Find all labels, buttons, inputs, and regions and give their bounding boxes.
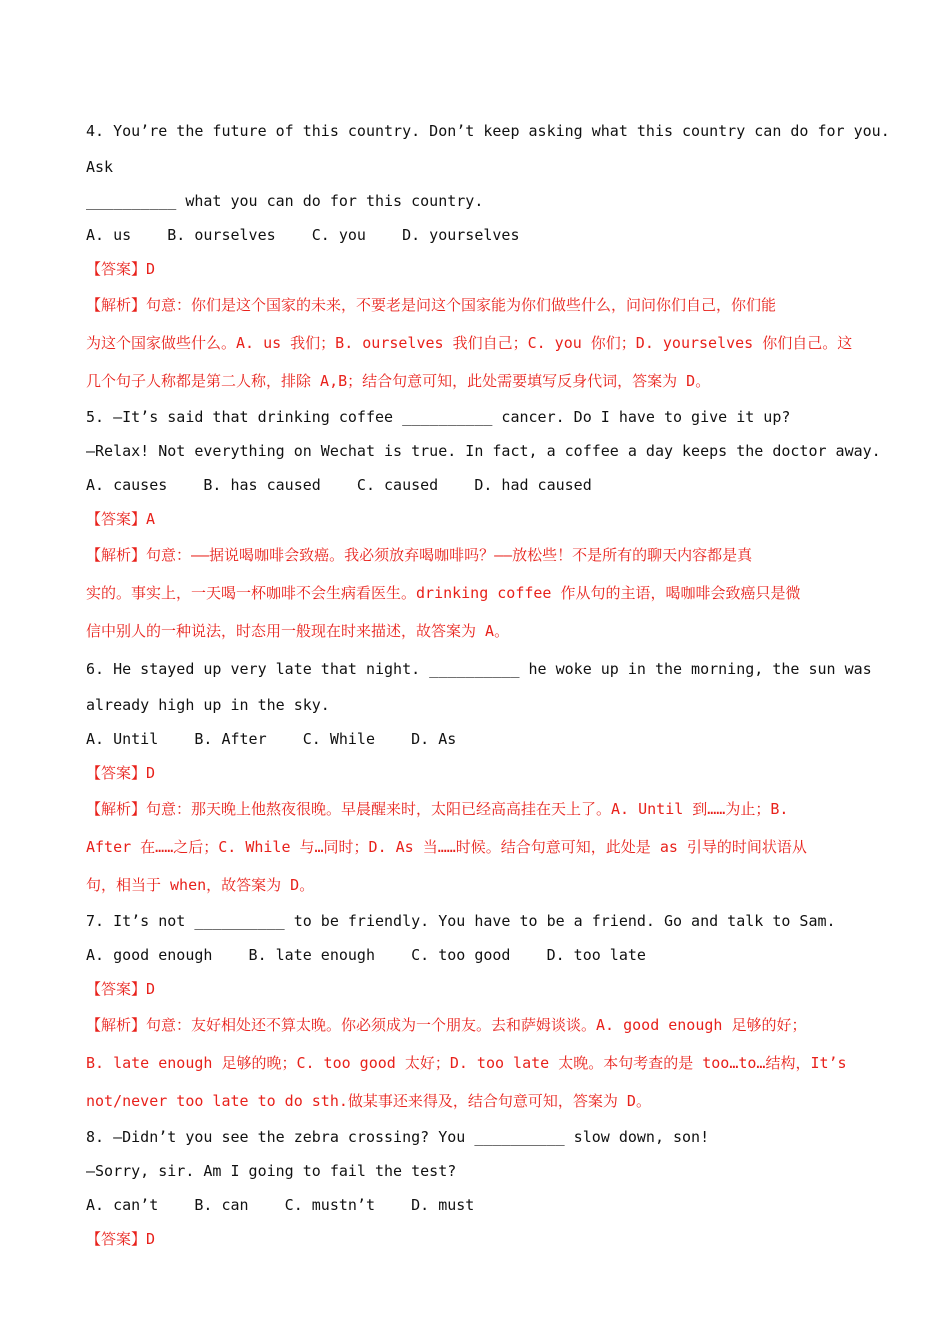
question-text-line: __________ what you can do for this country. xyxy=(86,192,484,210)
exam-page xyxy=(86,112,890,1256)
question-6 xyxy=(86,650,872,904)
answer-value: D xyxy=(146,260,156,278)
question-text-line: 4. You’re the future of this country. Don’t keep asking what this country can do for you. xyxy=(86,122,890,140)
analysis-line: 几个句子人称都是第二人称，排除 A,B；结合句意可知，此处需要填写反身代词，答案为 D。 xyxy=(86,372,711,390)
question-text-line: 8. —Didn’t you see the zebra crossing? You __________ slow down, son! xyxy=(86,1128,710,1146)
answer-line xyxy=(86,1222,866,1256)
question-text-line: 7. It’s not __________ to be friendly. You have to be a friend. Go and talk to Sam. xyxy=(86,912,836,930)
question-8 xyxy=(86,1120,866,1256)
analysis-line: not/never too late to do sth.做某事还来得及，结合句意可知，答案为 D。 xyxy=(86,1092,651,1110)
question-text-line: —Sorry, sir. Am I going to fail the test? xyxy=(86,1162,457,1180)
answer-value: D xyxy=(146,980,156,998)
answer-options: A. causes B. has caused C. caused D. had caused xyxy=(86,476,592,494)
analysis-line: 实的。事实上，一天喝一杯咖啡不会生病看医生。drinking coffee 作从句的主语，喝咖啡会致癌只是微 xyxy=(86,584,801,602)
question-5 xyxy=(86,400,881,650)
question-4 xyxy=(86,112,890,400)
answer-options: A. good enough B. late enough C. too good D. too late xyxy=(86,946,646,964)
answer-line xyxy=(86,756,866,790)
analysis-line: 【解析】句意：友好相处还不算太晚。你必须成为一个朋友。去和萨姆谈谈。A. good enough 足够的好； xyxy=(86,1016,807,1034)
answer-line xyxy=(86,252,866,286)
analysis-line: After 在……之后；C. While 与…同时；D. As 当……时候。结合句意可知，此处是 as 引导的时间状语从 xyxy=(86,838,807,856)
analysis-line: B. late enough 足够的晚；C. too good 太好；D. too late 太晚。本句考查的是 too…to…结构，It’s xyxy=(86,1054,847,1072)
answer-options: A. us B. ourselves C. you D. yourselves xyxy=(86,226,520,244)
analysis-line: 【解析】句意：那天晚上他熬夜很晚。早晨醒来时，太阳已经高高挂在天上了。A. Until 到……为止；B. xyxy=(86,800,789,818)
answer-label: 【答案】 xyxy=(86,980,147,998)
question-7 xyxy=(86,904,866,1120)
question-text-line: already high up in the sky. xyxy=(86,696,330,714)
answer-line xyxy=(86,972,866,1006)
analysis-line: 为这个国家做些什么。A. us 我们；B. ourselves 我们自己；C. you 你们；D. yourselves 你们自己。这 xyxy=(86,334,853,352)
answer-label: 【答案】 xyxy=(86,510,147,528)
answer-line xyxy=(86,502,866,536)
analysis-line: 信中别人的一种说法，时态用一般现在时来描述，故答案为 A。 xyxy=(86,622,510,640)
answer-value: A xyxy=(146,510,156,528)
answer-options: A. Until B. After C. While D. As xyxy=(86,730,457,748)
answer-options: A. can’t B. can C. mustn’t D. must xyxy=(86,1196,475,1214)
analysis-line: 【解析】句意：——据说喝咖啡会致癌。我必须放弃喝咖啡吗？——放松些！不是所有的聊天内容都是真 xyxy=(86,546,753,564)
question-text-line: 6. He stayed up very late that night. __________ he woke up in the morning, the sun was xyxy=(86,660,872,678)
analysis-line: 【解析】句意：你们是这个国家的未来，不要老是问这个国家能为你们做些什么，问问你们自己，你们能 xyxy=(86,296,777,314)
answer-label: 【答案】 xyxy=(86,764,147,782)
answer-value: D xyxy=(146,1230,156,1248)
question-text-line: —Relax! Not everything on Wechat is true. In fact, a coffee a day keeps the doctor away. xyxy=(86,442,881,460)
answer-label: 【答案】 xyxy=(86,260,147,278)
answer-label: 【答案】 xyxy=(86,1230,147,1248)
question-text-line: 5. —It’s said that drinking coffee __________ cancer. Do I have to give it up? xyxy=(86,408,791,426)
question-text-line: Ask xyxy=(86,158,114,176)
analysis-line: 句，相当于 when，故答案为 D。 xyxy=(86,876,315,894)
answer-value: D xyxy=(146,764,156,782)
